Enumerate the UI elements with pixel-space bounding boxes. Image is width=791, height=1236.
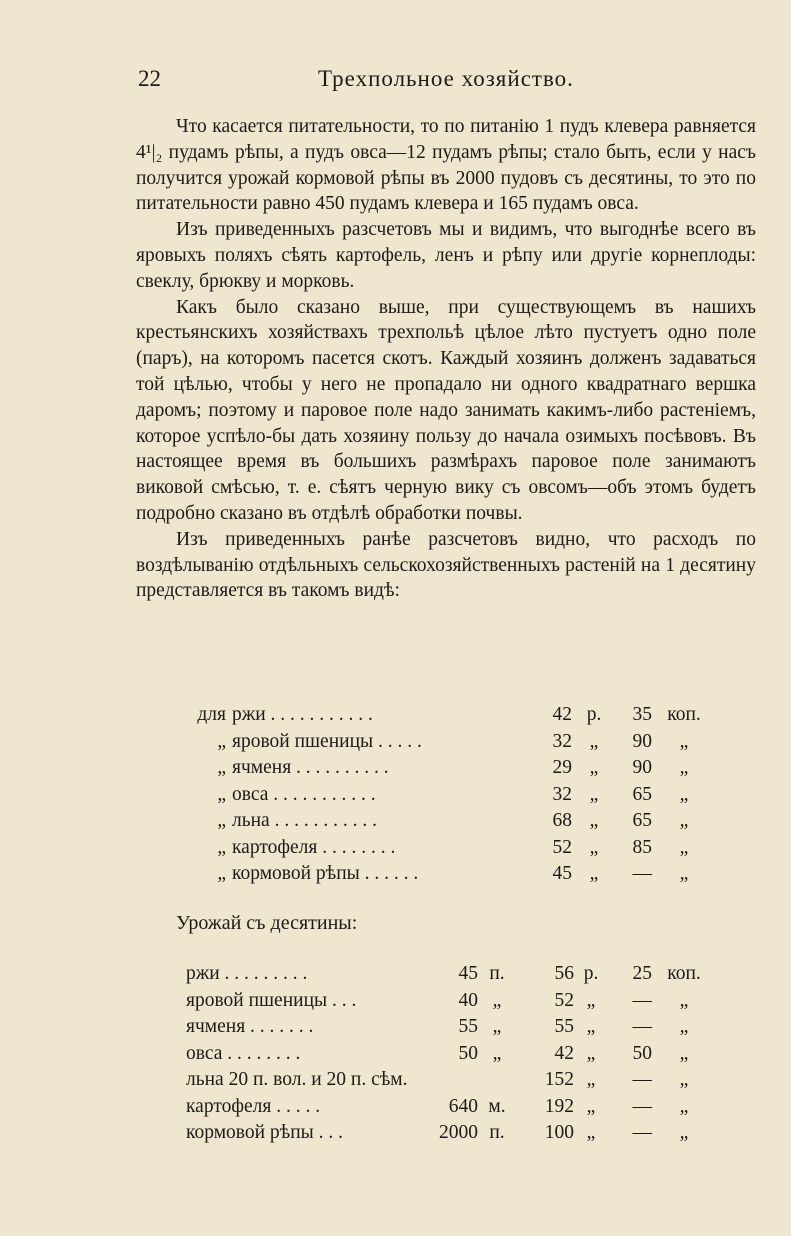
yield-label: картофеля . . . . .: [186, 1095, 321, 1117]
yield-quantity-unit: „: [492, 1042, 502, 1064]
yield-row: [186, 1016, 726, 1043]
cost-kopecks: 90: [632, 730, 652, 752]
yield-label: яровой пшеницы . . .: [186, 989, 357, 1011]
yield-kopecks: —: [632, 1016, 652, 1037]
cost-rubles: 32: [552, 783, 572, 805]
yield-quantity-unit: „: [492, 1016, 502, 1037]
cost-label: яровой пшеницы . . . . .: [232, 730, 422, 752]
cost-kopecks-unit: „: [679, 836, 689, 858]
cost-prefix: „: [217, 863, 226, 884]
paragraph: Что касается питательности, то по питанію 1 пудъ клевера равняется 4¹|₂ пудамъ рѣпы, а пудъ овса—12 пудамъ рѣпы; стало быть, если у насъ получится урожай кормовой рѣпы въ 2000 пудовъ съ десятины, то это по питательности равно 450 пудамъ клевера и 165 пудамъ овса.: [136, 116, 756, 215]
cost-kopecks: 90: [632, 757, 652, 778]
cost-rubles: 45: [552, 863, 572, 884]
yield-row: [186, 1122, 726, 1149]
yield-table: [186, 963, 726, 1149]
cost-label: овса . . . . . . . . . . .: [232, 783, 376, 805]
yield-rubles-unit: „: [586, 1122, 596, 1143]
cost-prefix: „: [217, 810, 226, 831]
yield-rubles: 56: [554, 963, 574, 984]
cost-rubles-unit: „: [589, 783, 599, 805]
cost-rubles: 52: [552, 836, 572, 858]
yield-kopecks: —: [632, 1122, 652, 1143]
yield-kopecks: —: [632, 989, 652, 1011]
cost-rubles-unit: „: [589, 863, 599, 884]
yield-rubles-unit: „: [586, 1042, 596, 1064]
yield-rubles: 55: [554, 1016, 574, 1037]
cost-row: [186, 810, 726, 837]
cost-kopecks: 65: [632, 810, 652, 831]
cost-prefix: „: [217, 783, 226, 805]
cost-label: льна . . . . . . . . . . .: [232, 810, 377, 831]
cost-row: [186, 784, 726, 811]
paragraph: Изъ приведенныхъ ранѣе разсчетовъ видно, что расходъ по воздѣлыванію отдѣльныхъ сельскохозяйственныхъ растеній на 1 десятину представляется въ такомъ видѣ:: [136, 528, 756, 602]
yield-kopecks: 50: [632, 1042, 652, 1064]
cost-rubles-unit: „: [589, 730, 599, 752]
cost-kopecks-unit: „: [679, 863, 689, 884]
yield-quantity: 40: [458, 989, 478, 1011]
yield-quantity-unit: „: [492, 989, 502, 1011]
cost-label: кормовой рѣпы . . . . . .: [232, 863, 419, 884]
cost-rubles: 42: [552, 704, 572, 725]
cost-prefix: „: [217, 836, 226, 858]
cost-row: [186, 731, 726, 758]
yield-rubles-unit: р.: [583, 963, 599, 984]
yield-row: [186, 1069, 726, 1096]
yield-rubles-unit: „: [586, 989, 596, 1011]
cost-kopecks: —: [632, 863, 652, 884]
cost-row: [186, 757, 726, 784]
yield-rubles: 42: [554, 1042, 574, 1064]
cost-kopecks-unit: „: [679, 783, 689, 805]
cost-prefix: для: [197, 704, 226, 725]
yield-kopecks-unit: „: [679, 1042, 689, 1064]
cost-row: [186, 837, 726, 864]
yield-kopecks-unit: „: [679, 1095, 689, 1117]
yield-quantity-unit: м.: [488, 1095, 506, 1117]
yield-row: [186, 1096, 726, 1123]
yield-kopecks-unit: коп.: [667, 963, 701, 984]
yield-quantity: 50: [458, 1042, 478, 1064]
yield-quantity: 55: [458, 1016, 478, 1037]
cost-kopecks: 35: [632, 704, 652, 725]
yield-quantity: 2000: [439, 1122, 478, 1143]
cost-row: [186, 704, 726, 731]
cost-kopecks: 85: [632, 836, 652, 858]
running-title: Трехпольное хозяйство.: [318, 66, 574, 91]
paragraph: Какъ было сказано выше, при существующемъ въ нашихъ крестьянскихъ хозяйствахъ трехпольѣ цѣлое лѣто пустуетъ одно поле (паръ), на которомъ пасется скотъ. Каждый хозяинъ долженъ задаваться той цѣлью, чтобы у него не пропадало ни одного квадратнаго вершка даромъ; поэтому и паровое поле надо занимать какимъ-либо растеніемъ, которое успѣло-бы дать хозяину пользу до начала озимыхъ посѣвовъ. Въ настоящее время въ большихъ размѣрахъ паровое поле занимаютъ виковой смѣсью, т. е. сѣятъ черную вику съ овсомъ—объ этомъ будетъ подробно сказано въ отдѣлѣ обработки почвы.: [136, 296, 756, 524]
yield-kopecks-unit: „: [679, 1069, 689, 1090]
page-number: 22: [138, 66, 161, 91]
yield-quantity-unit: п.: [489, 963, 505, 984]
cost-rubles: 29: [552, 757, 572, 778]
yield-kopecks-unit: „: [679, 1016, 689, 1037]
yield-kopecks: —: [632, 1069, 652, 1090]
costs-table: [186, 704, 726, 890]
cost-kopecks-unit: „: [679, 757, 689, 778]
cost-row: [186, 863, 726, 890]
yield-rubles: 192: [544, 1095, 574, 1117]
yield-kopecks: 25: [632, 963, 652, 984]
yield-label: ржи . . . . . . . . .: [186, 963, 308, 984]
yield-rubles-unit: „: [586, 1069, 596, 1090]
yield-kopecks-unit: „: [679, 989, 689, 1011]
cost-rubles-unit: „: [589, 757, 599, 778]
yield-rubles-unit: „: [586, 1095, 596, 1117]
body-text: [136, 114, 756, 604]
cost-kopecks-unit: „: [679, 730, 689, 752]
cost-kopecks-unit: „: [679, 810, 689, 831]
yield-heading: Урожай съ десятины:: [176, 912, 358, 934]
yield-label: овса . . . . . . . .: [186, 1042, 301, 1064]
paragraph: Изъ приведенныхъ разсчетовъ мы и видимъ, что выгоднѣе всего въ яровыхъ поляхъ сѣять картофель, ленъ и рѣпу или другіе корнеплоды: свеклу, брюкву и морковь.: [136, 219, 756, 292]
cost-prefix: „: [217, 757, 226, 778]
yield-quantity-unit: п.: [489, 1122, 505, 1143]
yield-rubles: 100: [544, 1122, 574, 1143]
yield-kopecks-unit: „: [679, 1122, 689, 1143]
yield-row: [186, 963, 726, 990]
cost-rubles-unit: „: [589, 836, 599, 858]
yield-quantity: 45: [458, 963, 478, 984]
cost-kopecks-unit: коп.: [667, 704, 701, 725]
cost-label: ячменя . . . . . . . . . .: [232, 757, 389, 778]
cost-rubles-unit: р.: [586, 704, 602, 725]
yield-label: льна 20 п. вол. и 20 п. сѣм.: [186, 1069, 408, 1090]
cost-label: ржи . . . . . . . . . . .: [232, 704, 373, 725]
yield-row: [186, 990, 726, 1017]
yield-quantity: 640: [448, 1095, 478, 1117]
cost-rubles-unit: „: [589, 810, 599, 831]
yield-rubles-unit: „: [586, 1016, 596, 1037]
cost-rubles: 32: [552, 730, 572, 752]
yield-rubles: 52: [554, 989, 574, 1011]
yield-label: ячменя . . . . . . .: [186, 1016, 314, 1037]
yield-kopecks: —: [632, 1095, 652, 1117]
yield-row: [186, 1043, 726, 1070]
yield-rubles: 152: [544, 1069, 574, 1090]
cost-prefix: „: [217, 730, 226, 752]
cost-kopecks: 65: [632, 783, 652, 805]
cost-rubles: 68: [552, 810, 572, 831]
cost-label: картофеля . . . . . . . .: [232, 836, 396, 858]
yield-label: кормовой рѣпы . . .: [186, 1122, 344, 1143]
